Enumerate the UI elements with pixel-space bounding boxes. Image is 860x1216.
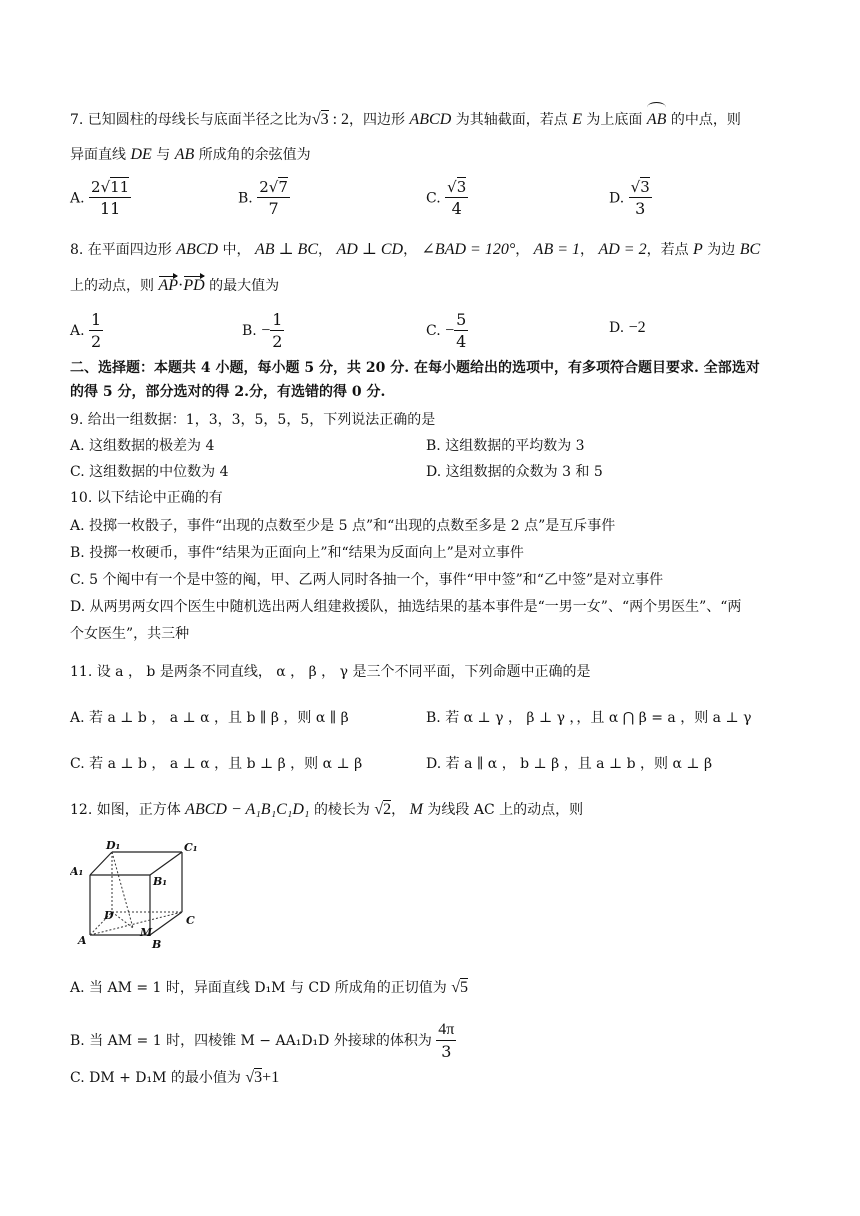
q7-frac-a: $\frac{2√11}{11}$ (91, 178, 130, 218)
q12-stem: 12. 如图，正方体 ABCD − A₁B₁C₁D₁ 的棱长为 √2， M 为线段 AC 上的动点，则 (70, 801, 584, 818)
q7-frac-c: $\frac{√3}{4}$ (447, 178, 467, 218)
q10-option-b[interactable]: B. 投掷一枚硬币，事件“结果为正面向上”和“结果为反面向上”是对立事件 (70, 545, 524, 561)
q7-text: 7. 已知圆柱的母线长与底面半径之比为 (70, 112, 312, 128)
q8-line2: 上的动点，则 AP·PD 的最大值为 (70, 277, 280, 294)
q12-option-b[interactable]: B. 当 AM = 1 时，四棱锥 M − AA₁D₁D 外接球的体积为 $\frac{4\pi}{3}$ (70, 1021, 455, 1061)
q7-line2: 异面直线 DE 与 AB 所成角的余弦值为 (70, 146, 311, 163)
label-a: A (78, 934, 87, 947)
q10-option-d[interactable]: D. 从两男两女四个医生中随机选出两人组建救援队，抽选结果的基本事件是“一男一女”、“两个男医生”、“两 (70, 599, 742, 615)
section2-line2: 的得 5 分，部分选对的得 2.分，有选错的得 0 分. (70, 384, 386, 400)
q8-line1: 8. 在平面四边形 ABCD 中， AB ⊥ BC， AD ⊥ CD， ∠BAD = 120°， AB = 1， AD = 2，若点 P 为边 BC (70, 241, 761, 258)
segment-d1m (112, 852, 133, 928)
q7-frac-d: $\frac{√3}{3}$ (630, 178, 650, 218)
q9-option-a[interactable]: A. 这组数据的极差为 4 (70, 438, 215, 454)
q7-option-d[interactable]: D. $\frac{√3}{3}$ (609, 178, 650, 218)
q12-option-c[interactable]: C. DM + D₁M 的最小值为 √3+1 (70, 1069, 280, 1086)
vector-ap: AP (158, 277, 178, 294)
label-b1: B₁ (153, 875, 168, 888)
label-d: D (104, 909, 114, 922)
q11-option-d[interactable]: D. 若 a ∥ α ， b ⊥ β ，且 a ⊥ b ，则 α ⊥ β (426, 756, 713, 772)
q8-option-a[interactable]: A. $\frac{1}{2}$ (70, 310, 102, 351)
q9-option-c[interactable]: C. 这组数据的中位数为 4 (70, 464, 229, 480)
label-a1: A₁ (70, 865, 84, 878)
q7-option-a[interactable]: A. $\frac{2√11}{11}$ (70, 178, 130, 218)
q7-option-b[interactable]: B. $\frac{2√7}{7}$ (238, 178, 288, 218)
q8-option-d[interactable]: D. −2 (609, 319, 646, 336)
label-b: B (152, 938, 162, 951)
q9-option-d[interactable]: D. 这组数据的众数为 3 和 5 (426, 464, 603, 480)
q7-option-c[interactable]: C. $\frac{√3}{4}$ (426, 178, 467, 218)
arc-ab: AB (646, 111, 667, 128)
q10-stem: 10. 以下结论中正确的有 (70, 490, 223, 506)
cube-figure (70, 840, 210, 952)
q11-option-a[interactable]: A. 若 a ⊥ b ， a ⊥ α ，且 b ∥ β ，则 α ∥ β (70, 710, 349, 726)
q12-option-a[interactable]: A. 当 AM = 1 时，异面直线 D₁M 与 CD 所成角的正切值为 √5 (70, 979, 469, 996)
vector-pd: PD (183, 277, 205, 294)
edge-b1c1 (150, 852, 182, 875)
label-c1: C₁ (184, 841, 198, 854)
label-m: M (140, 926, 153, 939)
segment-dm (112, 912, 133, 928)
q11-option-b[interactable]: B. 若 α ⊥ γ ， β ⊥ γ ，，且 α ⋂ β = a ，则 a ⊥ γ (426, 710, 752, 726)
label-d1: D₁ (106, 840, 121, 852)
q11-stem: 11. 设 a ， b 是两条不同直线， α ， β ， γ 是三个不同平面，下列命题中正确的是 (70, 664, 591, 680)
q9-option-b[interactable]: B. 这组数据的平均数为 3 (426, 438, 585, 454)
q10-option-a[interactable]: A. 投掷一枚骰子，事件“出现的点数至少是 5 点”和“出现的点数至多是 2 点”是互斥事件 (70, 518, 616, 534)
q7-line1: 7. 已知圆柱的母线长与底面半径之比为√3 : 2，四边形 ABCD 为其轴截面，若点 E 为上底面 AB 的中点，则 (70, 111, 741, 128)
edge-bc (150, 912, 182, 935)
section2-line1: 二、选择题：本题共 4 小题，每小题 5 分，共 20 分. 在每小题给出的选项中，有多项符合题目要求. 全部选对 (70, 360, 760, 376)
q7-frac-b: $\frac{2√7}{7}$ (259, 178, 288, 218)
q10-option-c[interactable]: C. 5 个阄中有一个是中签的阄，甲、乙两人同时各抽一个，事件“甲中签”和“乙中签”是对立事件 (70, 572, 664, 588)
q8-option-c[interactable]: C. − $\frac{5}{4}$ (426, 310, 467, 351)
label-c: C (186, 914, 195, 927)
q9-stem: 9. 给出一组数据：1，3，3，5，5，5，下列说法正确的是 (70, 412, 436, 428)
q11-option-c[interactable]: C. 若 a ⊥ b ， a ⊥ α ，且 b ⊥ β ，则 α ⊥ β (70, 756, 363, 772)
q8-option-b[interactable]: B. − $\frac{1}{2}$ (242, 310, 283, 351)
edge-a1d1 (90, 852, 112, 875)
q10-option-d-cont: 个女医生”，共三种 (70, 626, 190, 642)
